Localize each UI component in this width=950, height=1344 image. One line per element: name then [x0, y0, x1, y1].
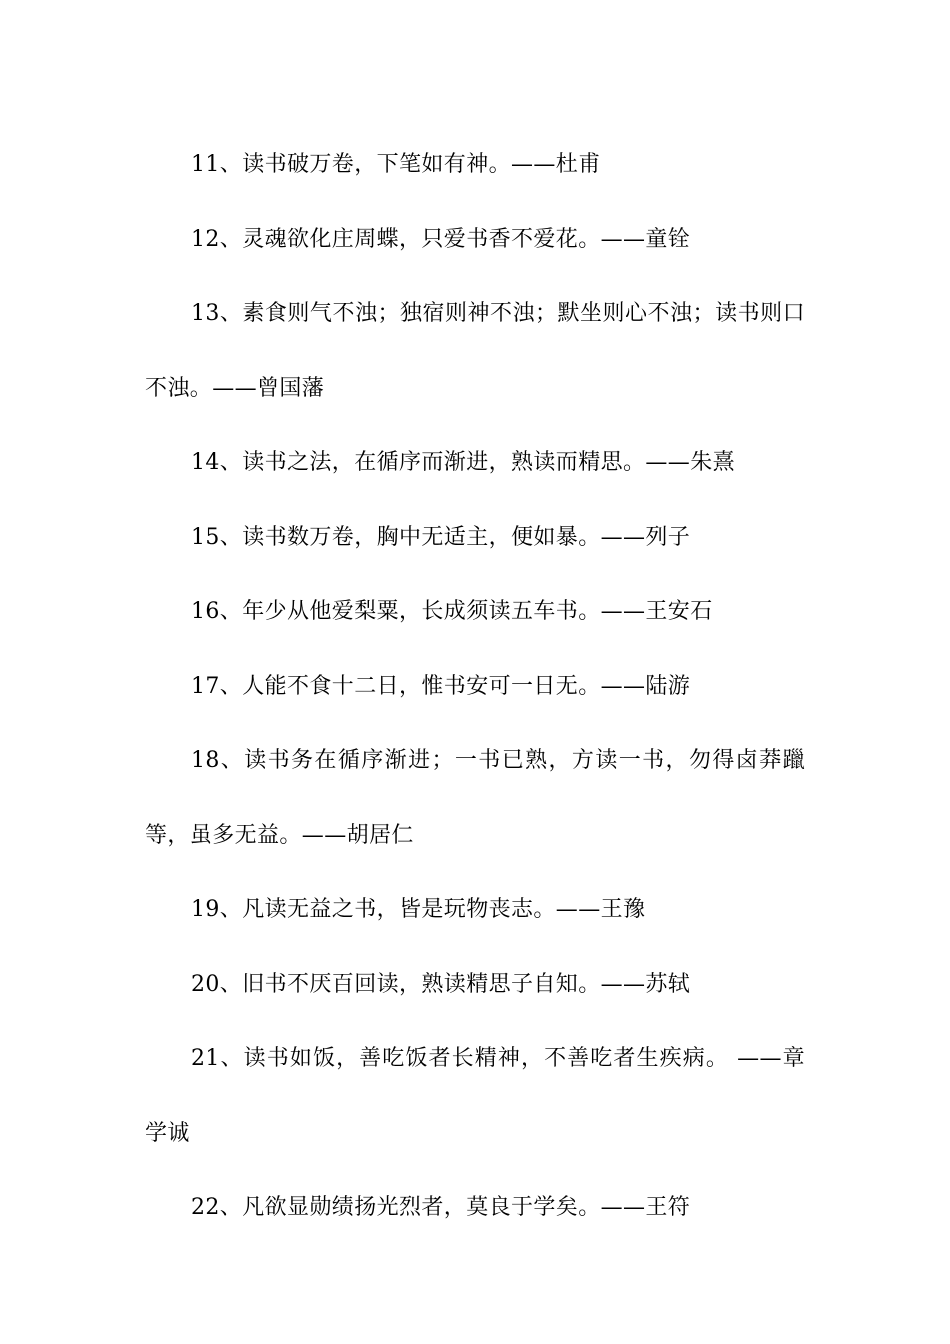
quote-13: 13、素食则气不浊；独宿则神不浊；默坐则心不浊；读书则口不浊。——曾国藩 — [145, 301, 805, 401]
quote-17: 17、人能不食十二日，惟书安可一日无。——陆游 — [191, 673, 691, 699]
quote-18: 18、读书务在循序渐进；一书已熟，方读一书，勿得卤莽躐等，虽多无益。——胡居仁 — [145, 748, 805, 848]
quote-22: 22、凡欲显勋绩扬光烈者，莫良于学矣。——王符 — [191, 1195, 691, 1220]
quote-21: 21、读书如饭，善吃饭者长精神，不善吃者生疾病。 ——章学诚 — [145, 1046, 805, 1146]
quote-15: 15、读书数万卷，胸中无适主，便如暴。——列子 — [191, 524, 691, 550]
quote-20: 20、旧书不厌百回读，熟读精思子自知。——苏轼 — [191, 971, 691, 997]
quote-12: 12、灵魂欲化庄周蝶，只爱书香不爱花。——童铨 — [191, 226, 691, 252]
quote-list — [145, 128, 805, 1246]
quote-14: 14、读书之法，在循序而渐进，熟读而精思。——朱熹 — [191, 450, 735, 475]
quote-19: 19、凡读无益之书，皆是玩物丧志。——王豫 — [191, 897, 646, 922]
quote-16: 16、年少从他爱梨粟，长成须读五车书。——王安石 — [191, 599, 713, 624]
quote-11: 11、读书破万卷，下笔如有神。——杜甫 — [191, 152, 601, 177]
